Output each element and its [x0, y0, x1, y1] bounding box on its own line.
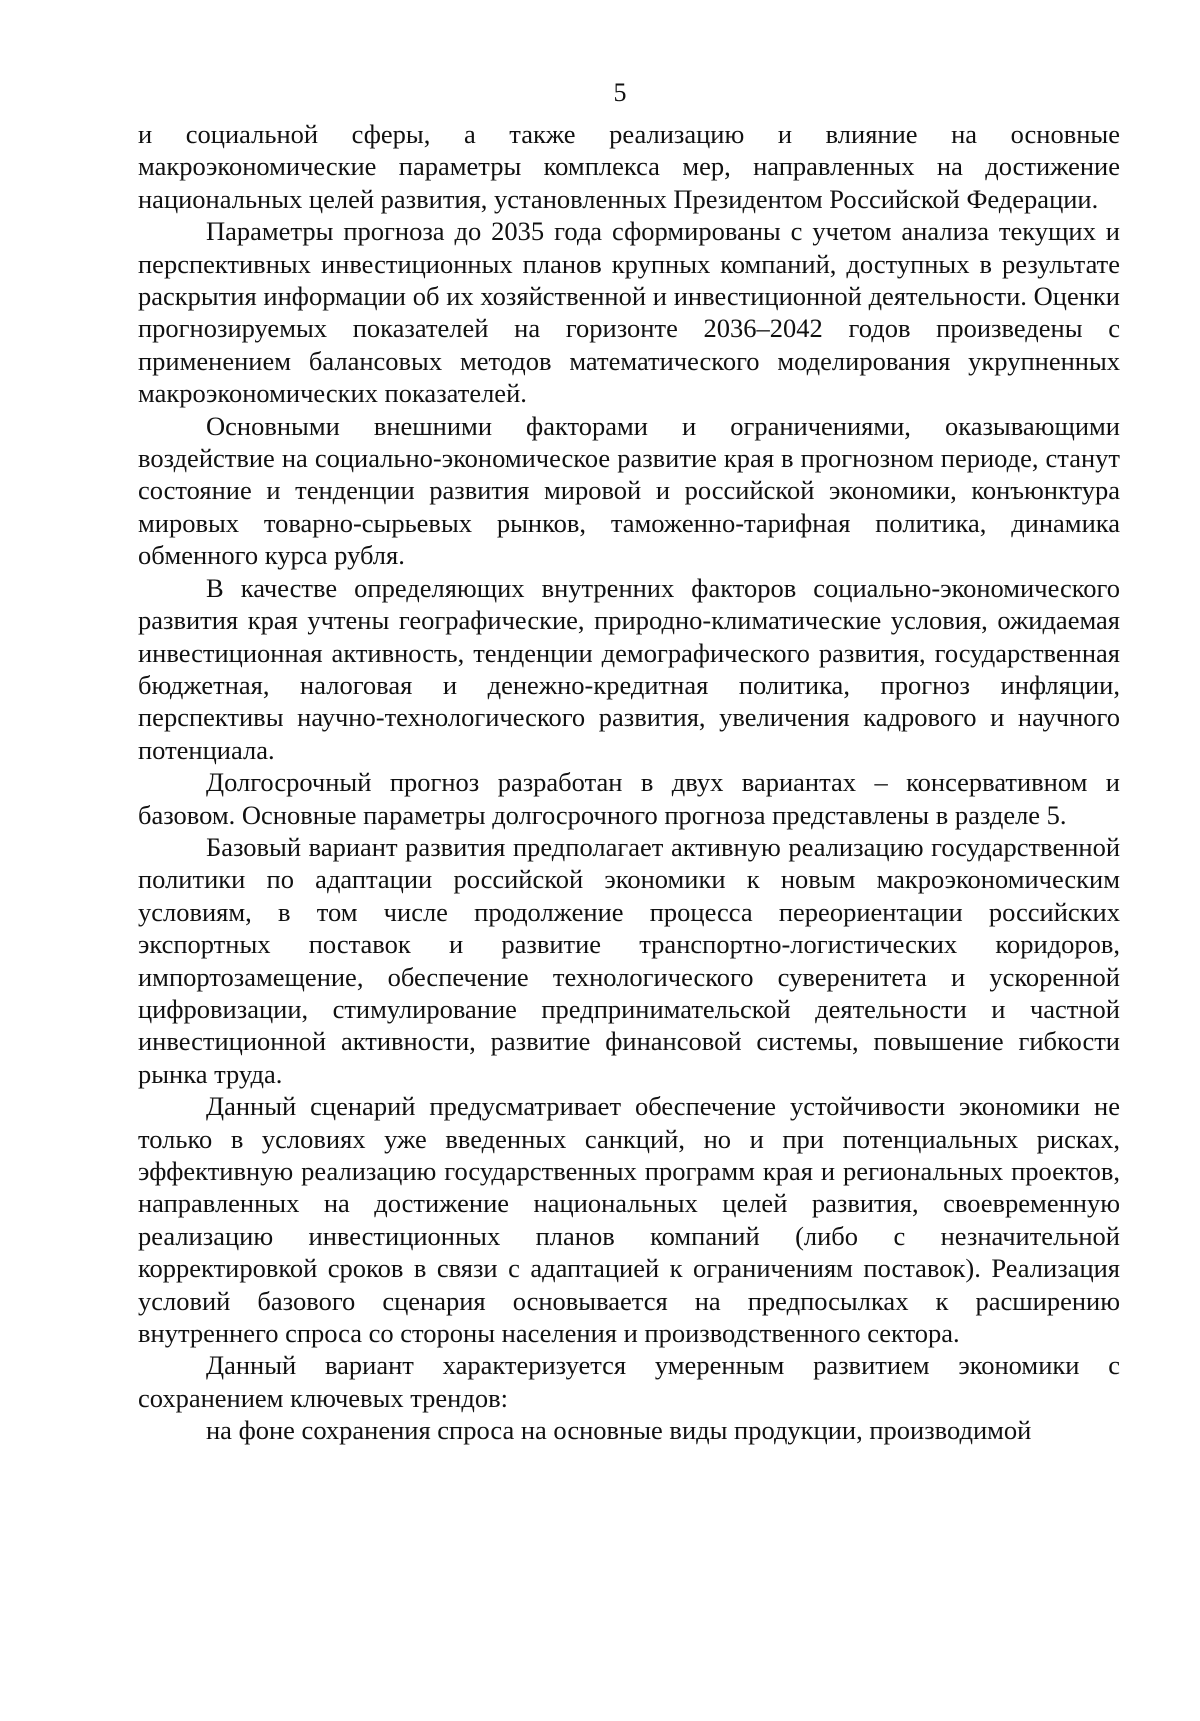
paragraph-base-variant: Базовый вариант развития предполагает активную реализацию государственной политики по адаптации российской экономики к новым макроэкономическим условиям, в том числе продолжение процесса переориентации российских экспортных поставок и развитие транспортно-логистических коридоров, импортозамещение, обеспечение технологического суверенитета и ускоренной цифровизации, стимулирование предпринимательской деятельности и частной инвестиционной активности, развитие финансовой системы, повышение гибкости рынка труда. — [138, 831, 1120, 1089]
paragraph-demand: на фоне сохранения спроса на основные виды продукции, производимой — [206, 1415, 1032, 1446]
paragraph-internal-factors: В качестве определяющих внутренних факторов социально-экономического развития края учтены географические, природно-климатические условия, ожидаемая инвестиционная активность, тенденции демографического развития, государственная бюджетная, налоговая и денежно-кредитная политика, прогноз инфляции, перспективы научно-технологического развития, увеличения кадрового и научного потенциала. — [138, 572, 1120, 765]
paragraph-forecast-variants: Долгосрочный прогноз разработан в двух вариантах – консервативном и базовом. Основные параметры долгосрочного прогноза представлены в разделе 5. — [138, 767, 1120, 830]
paragraph-external-factors: Основными внешними факторами и ограничениями, оказывающими воздействие на социально-экономическое развитие края в прогнозном периоде, станут состояние и тенденции развития мировой и российской экономики, конъюнктура мировых товарно-сырьевых рынков, таможенно-тарифная политика, динамика обменного курса рубля. — [138, 410, 1120, 571]
paragraph-continuation: и социальной сферы, а также реализацию и влияние на основные макроэкономические параметры комплекса мер, направленных на достижение национальных целей развития, установленных Президентом Российской Федерации. — [138, 119, 1120, 214]
paragraph-variant-characteristics: Данный вариант характеризуется умеренным развитием экономики с сохранением ключевых трендов: — [138, 1350, 1120, 1413]
paragraph-forecast-parameters: Параметры прогноза до 2035 года сформированы с учетом анализа текущих и перспективных инвестиционных планов крупных компаний, доступных в результате раскрытия информации об их хозяйственной и инвестиционной деятельности. Оценки прогнозируемых показателей на горизонте 2036–2042 годов произведены с применением балансовых методов математического моделирования укрупненных макроэкономических показателей. — [138, 216, 1120, 409]
page-number: 5 — [613, 78, 627, 107]
document-body — [138, 118, 1120, 1447]
paragraph-scenario: Данный сценарий предусматривает обеспечение устойчивости экономики не только в условиях уже введенных санкций, но и при потенциальных рисках, эффективную реализацию государственных программ края и региональных проектов, направленных на достижение национальных целей развития, своевременную реализацию инвестиционных планов компаний (либо с незначительной корректировкой сроков в связи с адаптацией к ограничениям поставок). Реализация условий базового сценария основывается на предпосылках к расширению внутреннего спроса со стороны населения и производственного сектора. — [138, 1091, 1120, 1349]
